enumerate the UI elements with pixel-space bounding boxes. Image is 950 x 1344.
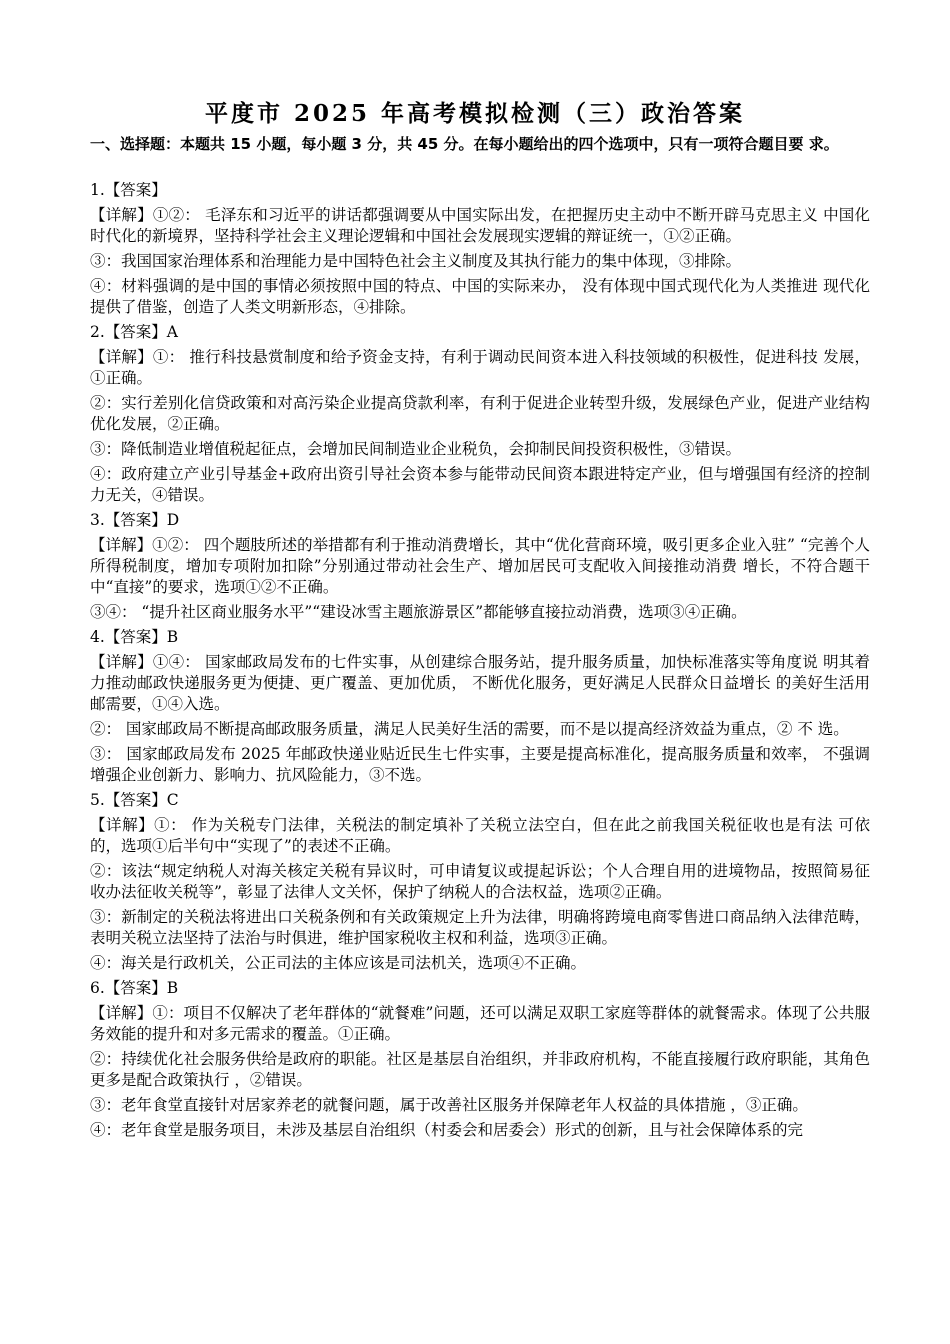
explanation-paragraph: ④：海关是行政机关，公正司法的主体应该是司法机关，选项④不正确。: [90, 954, 587, 972]
question-block: [90, 978, 870, 1141]
question-block: [90, 180, 870, 318]
explanation-paragraph: ②：持续优化社会服务供给是政府的职能。社区是基层自治组织，并非政府机构，不能直接履行政府职能，其角色更多是配合政策执行 ，②错误。: [90, 1050, 870, 1089]
answer-line: 1.【答案】: [90, 181, 167, 199]
explanation-paragraph: 【详解】①： 作为关税专门法律，关税法的制定填补了关税立法空白，但在此之前我国关税征收也是有法 可依的，选项①后半句中“实现了”的表述不正确。: [90, 816, 870, 855]
explanation-paragraph: ③：我国国家治理体系和治理能力是中国特色社会主义制度及其执行能力的集中体现，③排除。: [90, 252, 742, 270]
answer-line: 5.【答案】C: [90, 791, 179, 809]
answer-list: [90, 180, 870, 1145]
explanation-paragraph: 【详解】①：项目不仅解决了老年群体的“就餐难”问题，还可以满足双职工家庭等群体的就餐需求。体现了公共服务效能的提升和对多元需求的覆盖。①正确。: [90, 1004, 870, 1043]
explanation-paragraph: ④：材料强调的是中国的事情必须按照中国的特点、中国的实际来办， 没有体现中国式现代化为人类推进 现代化提供了借鉴，创造了人类文明新形态，④排除。: [90, 277, 870, 316]
explanation-paragraph: 【详解】①②： 毛泽东和习近平的讲话都强调要从中国实际出发，在把握历史主动中不断开辟马克思主义 中国化时代化的新境界，坚持科学社会主义理论逻辑和中国社会发展现实逻辑的辩证统一，①②正确。: [90, 206, 870, 245]
explanation-paragraph: ③： 国家邮政局发布 2025 年邮政快递业贴近民生七件实事，主要是提高标准化，提高服务质量和效率， 不强调增强企业创新力、影响力、抗风险能力，③不选。: [90, 745, 870, 784]
answer-line: 6.【答案】B: [90, 979, 179, 997]
question-block: [90, 627, 870, 786]
answer-line: 2.【答案】A: [90, 323, 178, 341]
explanation-paragraph: ②： 国家邮政局不断提高邮政服务质量，满足人民美好生活的需要，而不是以提高经济效益为重点，② 不 选。: [90, 720, 849, 738]
explanation-paragraph: 【详解】①②： 四个题肢所述的举措都有利于推动消费增长，其中“优化营商环境，吸引更多企业入驻” “完善个人所得税制度，增加专项附加扣除”分别通过带动社会生产、增加居民可支配收入间接推动消费 增长，不符合题干中“直接”的要求，选项①②不正确。: [90, 536, 870, 596]
explanation-paragraph: 【详解】①④： 国家邮政局发布的七件实事，从创建综合服务站，提升服务质量，加快标准落实等角度说 明其着力推动邮政快递服务更为便捷、更广覆盖、更加优质， 不断优化服务，更好满足人民群众日益增长 的美好生活用邮需要，①④入选。: [90, 653, 870, 713]
explanation-paragraph: ②：实行差别化信贷政策和对高污染企业提高贷款利率，有利于促进企业转型升级，发展绿色产业，促进产业结构优化发展，②正确。: [90, 394, 870, 433]
explanation-paragraph: ④：政府建立产业引导基金+政府出资引导社会资本参与能带动民间资本跟进特定产业，但与增强国有经济的控制力无关，④错误。: [90, 465, 870, 504]
section-heading: 一、选择题：本题共 15 小题，每小题 3 分，共 45 分。在每小题给出的四个选项中，只有一项符合题目要 求。: [90, 135, 839, 153]
explanation-paragraph: ③：新制定的关税法将进出口关税条例和有关政策规定上升为法律，明确将跨境电商零售进口商品纳入法律范畴，表明关税立法坚持了法治与时俱进，维护国家税收主权和利益，选项③正确。: [90, 908, 870, 947]
answer-line: 3.【答案】D: [90, 511, 180, 529]
question-block: [90, 790, 870, 974]
answer-line: 4.【答案】B: [90, 628, 179, 646]
explanation-paragraph: ③：降低制造业增值税起征点，会增加民间制造业企业税负，会抑制民间投资积极性，③错误。: [90, 440, 742, 458]
question-block: [90, 510, 870, 623]
explanation-paragraph: ②：该法“规定纳税人对海关核定关税有异议时，可申请复议或提起诉讼；个人合理自用的进境物品，按照简易征收办法征收关税等”，彰显了法律人文关怀，保护了纳税人的合法权益，选项②正确。: [90, 862, 870, 901]
explanation-paragraph: 【详解】①： 推行科技悬赏制度和给予资金支持，有利于调动民间资本进入科技领域的积极性，促进科技 发展，①正确。: [90, 348, 870, 387]
explanation-paragraph: ③：老年食堂直接针对居家养老的就餐问题，属于改善社区服务并保障老年人权益的具体措施 ，③正确。: [90, 1096, 808, 1114]
page-title: 平度市 2025 年高考模拟检测（三）政治答案: [204, 100, 746, 127]
explanation-paragraph: ④：老年食堂是服务项目，未涉及基层自治组织（村委会和居委会）形式的创新，且与社会保障体系的完: [90, 1121, 804, 1139]
explanation-paragraph: ③④： “提升社区商业服务水平”“建设冰雪主题旅游景区”都能够直接拉动消费，选项③④正确。: [90, 603, 747, 621]
question-block: [90, 322, 870, 506]
